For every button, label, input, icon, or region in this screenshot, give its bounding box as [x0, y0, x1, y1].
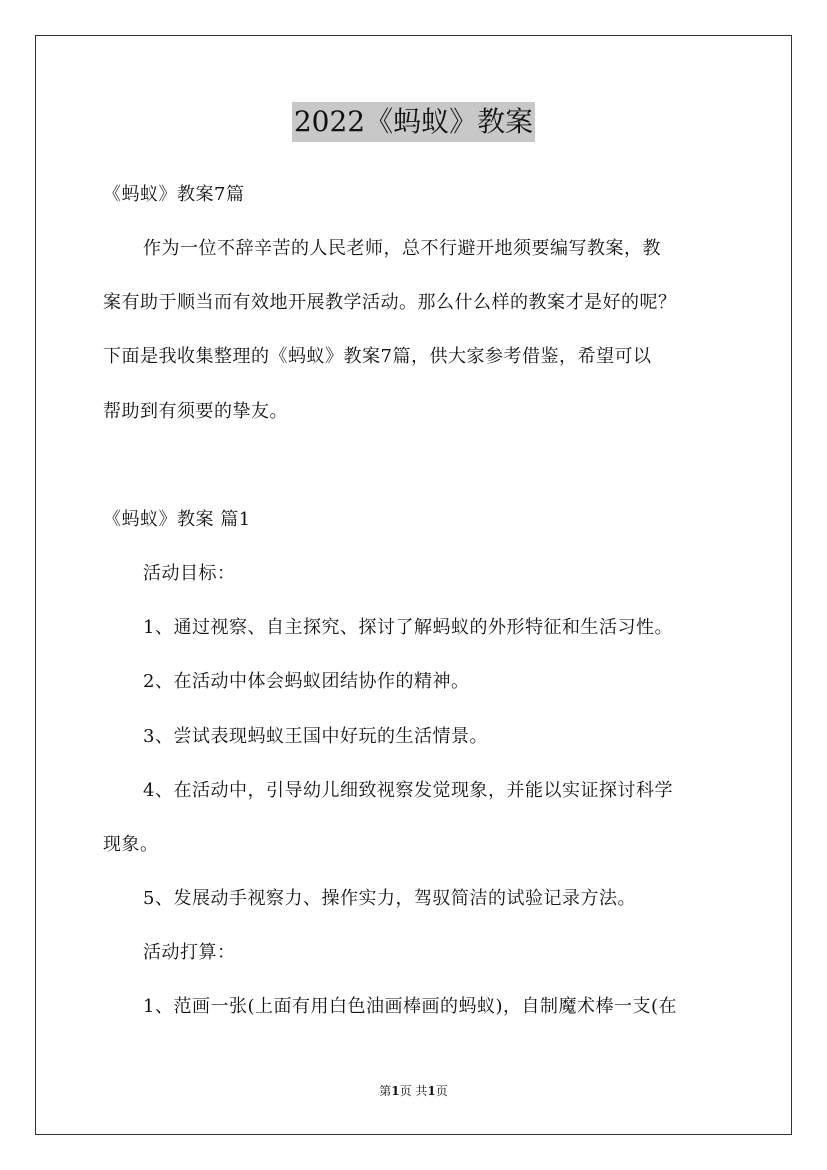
- intro-line-3: 下面是我收集整理的《蚂蚁》教案7篇，供大家参考借鉴，希望可以: [103, 346, 652, 367]
- goal-item-4-cont: 现象。: [103, 834, 159, 855]
- document-title: 2022《蚂蚁》教案: [292, 102, 535, 142]
- intro-line-1: 作为一位不辞辛苦的人民老师，总不行避开地须要编写教案，教: [143, 238, 661, 259]
- footer-page-prefix: 第: [379, 1084, 392, 1098]
- section-heading: 《蚂蚁》教案 篇1: [103, 509, 251, 530]
- footer-page-mid: 页 共: [399, 1084, 428, 1098]
- prep-item-1: 1、范画一张(上面有用白色油画棒画的蚂蚁)，自制魔术棒一支(在: [143, 996, 678, 1017]
- goal-item-3: 3、尝试表现蚂蚁王国中好玩的生活情景。: [143, 726, 488, 747]
- goal-item-1: 1、通过视察、自主探究、探讨了解蚂蚁的外形特征和生活习性。: [143, 617, 673, 638]
- goals-label: 活动目标：: [143, 563, 236, 584]
- intro-line-4: 帮助到有须要的挚友。: [103, 401, 288, 422]
- footer-page-suffix: 页: [435, 1084, 448, 1098]
- document-subtitle: 《蚂蚁》教案7篇: [103, 184, 245, 205]
- footer-page-number: 1: [391, 1084, 400, 1098]
- intro-line-2: 案有助于顺当而有效地开展教学活动。那么什么样的教案才是好的呢？: [103, 292, 677, 313]
- goal-item-4: 4、在活动中，引导幼儿细致视察发觉现象，并能以实证探讨科学: [143, 780, 673, 801]
- goal-item-2: 2、在活动中体会蚂蚁团结协作的精神。: [143, 671, 470, 692]
- footer-page-total: 1: [427, 1084, 436, 1098]
- goal-item-5: 5、发展动手视察力、操作实力，驾驭简洁的试验记录方法。: [143, 888, 636, 909]
- document-title-block: [0, 102, 827, 142]
- page-footer: [0, 1083, 827, 1099]
- prep-label: 活动打算：: [143, 942, 236, 963]
